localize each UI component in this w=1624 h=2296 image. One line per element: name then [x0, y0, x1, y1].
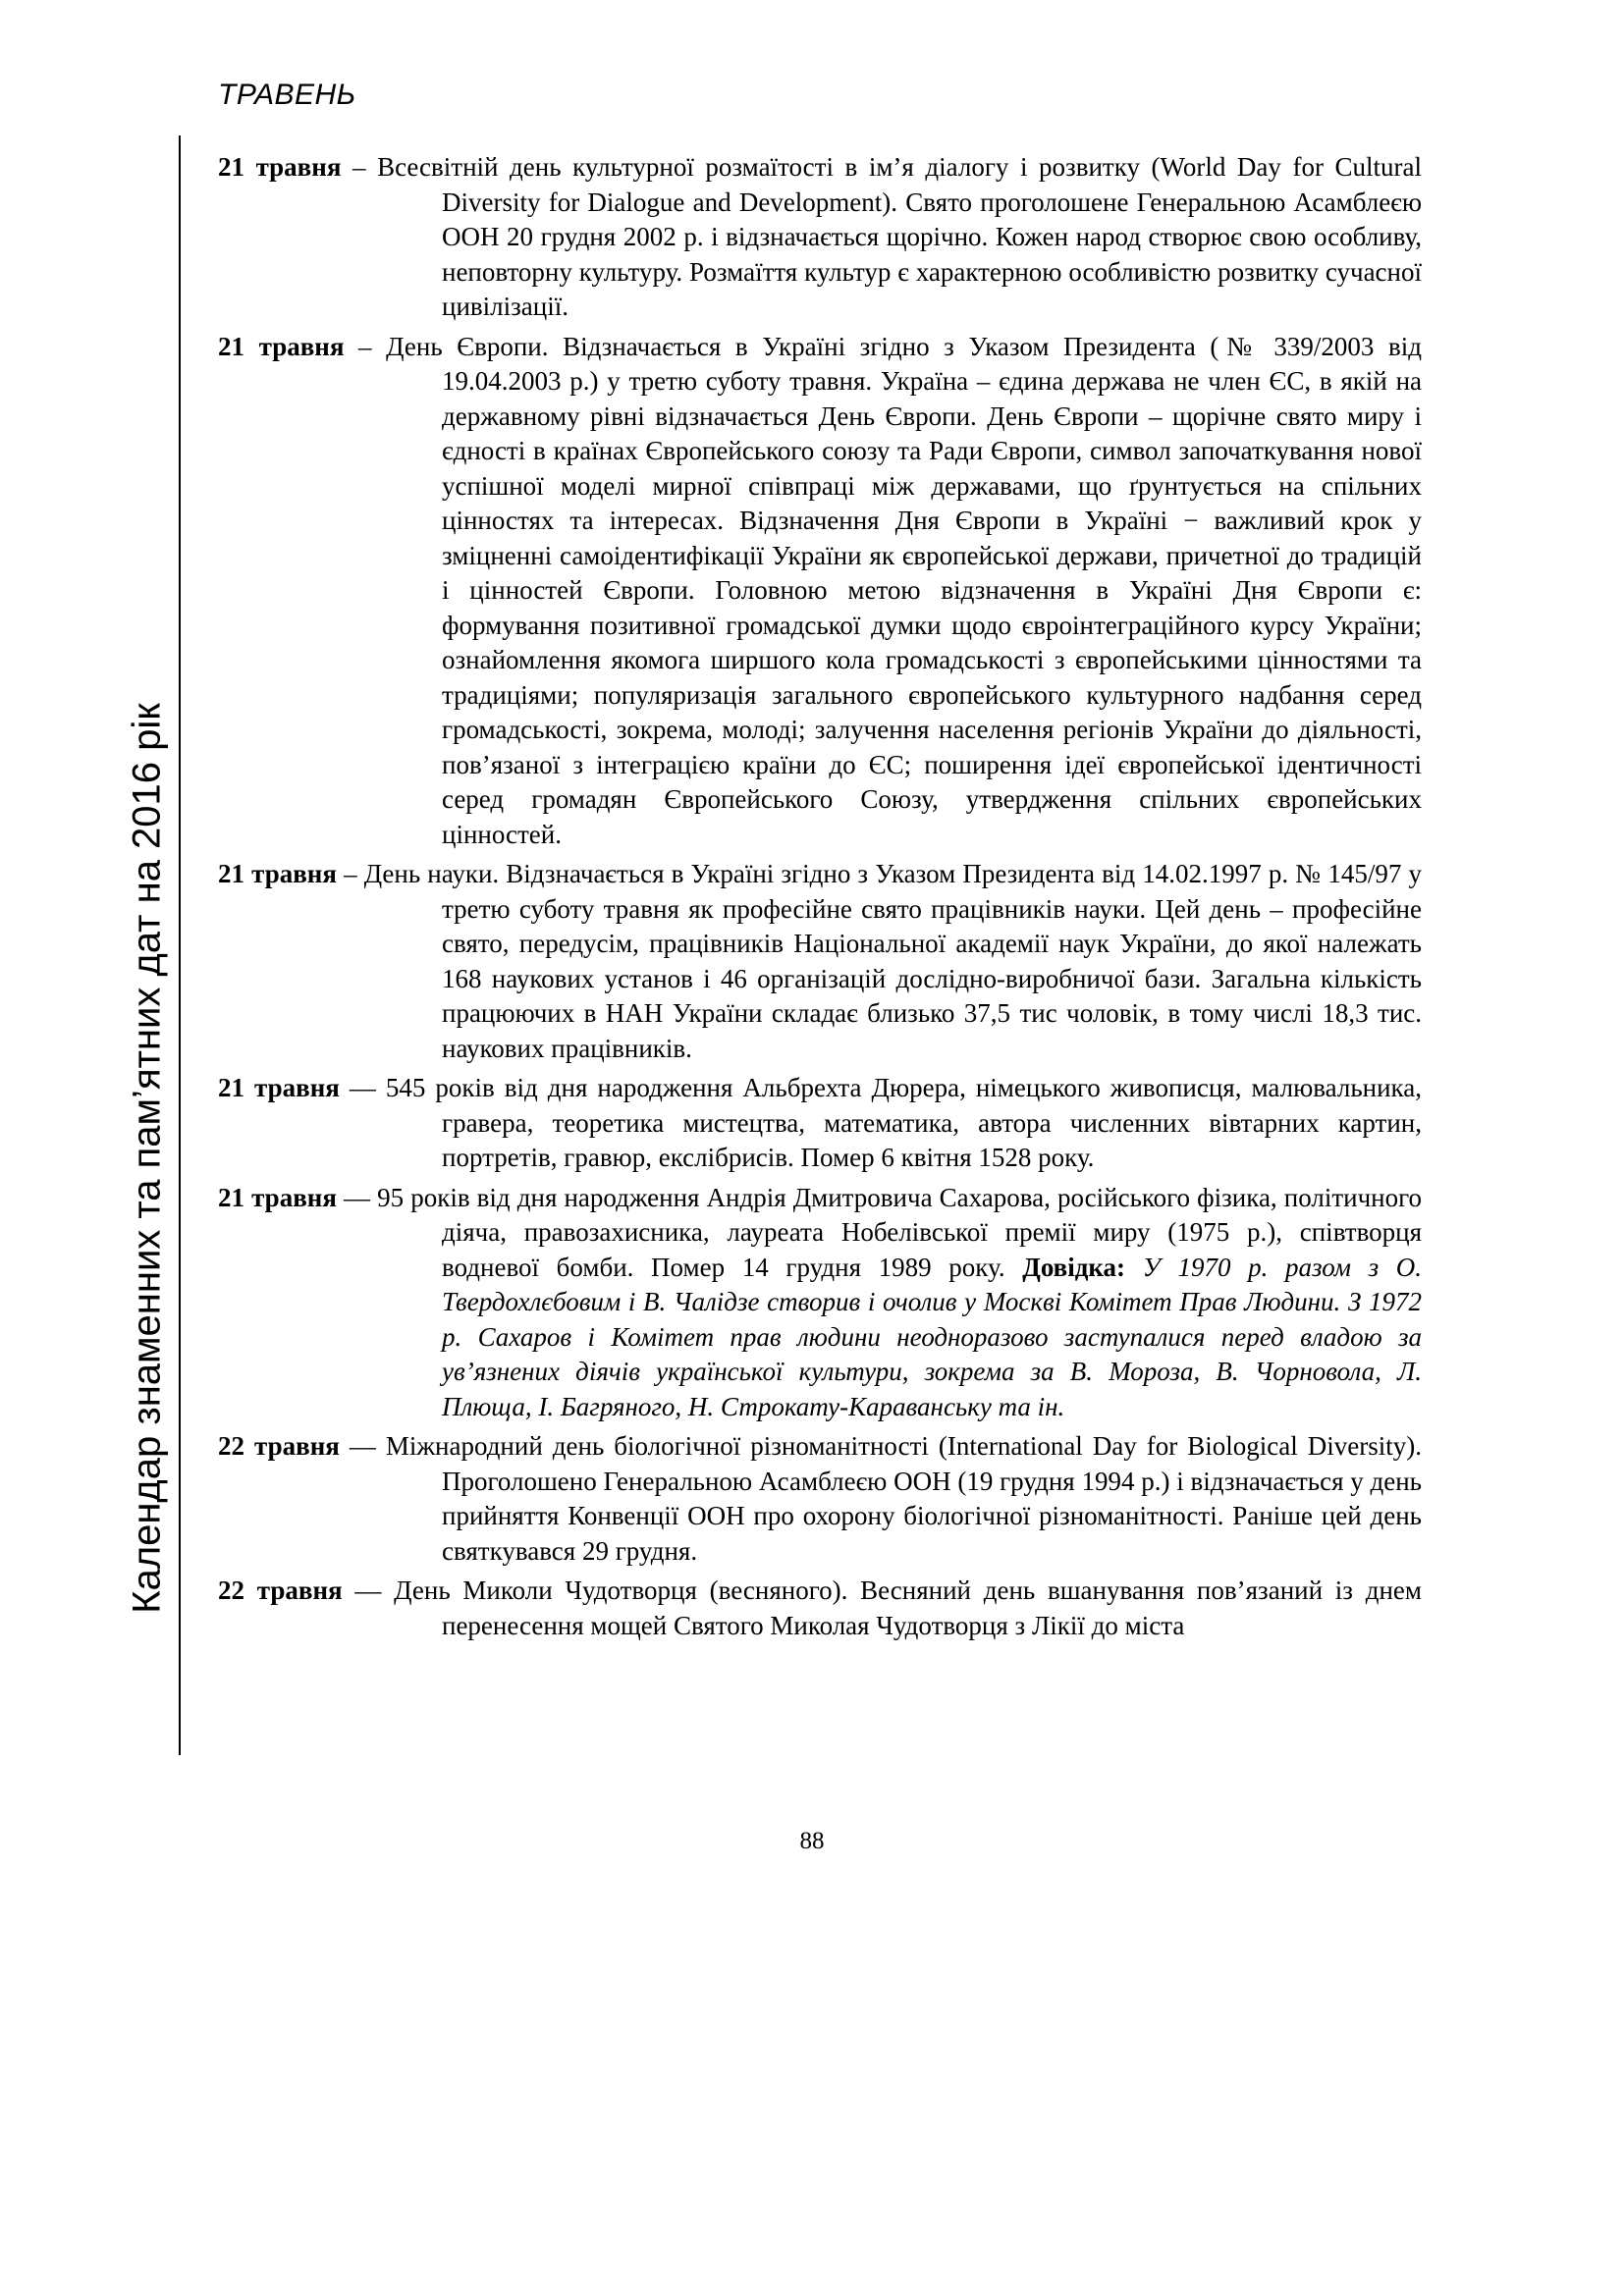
entry-date: 21 травня: [218, 859, 337, 888]
reference-note: У 1970 р. разом з О. Твердохлєбовим і В. Чалідзе створив і очолив у Москві Комітет Прав Людини. З 1972 р. Сахаров і Комітет прав людини неодноразово заступалися перед владою за ув’язнених діячів української культури, зокрема за В. Мороза, В. Чорновола, Л. Плюща, І. Багряного, Н. Строкату-Караванську та ін.: [442, 1252, 1423, 1421]
entry-dash: –: [336, 859, 364, 888]
entry-date: 21 травня: [218, 1182, 337, 1212]
calendar-entry: [218, 150, 1422, 325]
entry-text: 95 років від дня народження Андрія Дмитровича Сахарова, російського фізика, політичного діяча, правозахисника, лауреата Нобелівської премії миру (1975 р.), співтворця водневої бомби. Помер 14 грудня 1989 року.: [377, 1182, 1423, 1282]
entry-text: Міжнародний день біологічної різноманітності (International Day for Biological Diversity). Проголошено Генеральною Асамблеєю ООН (19 грудня 1994 р.) і відзначається у день прийняття Конвенції ООН про охорону біологічної різноманітності. Раніше цей день святкувався 29 грудня.: [385, 1431, 1422, 1566]
calendar-entry: [218, 1574, 1422, 1643]
entry-text: День науки. Відзначається в Україні згідно з Указом Президента від 14.02.1997 р. № 145/97 у третю суботу травня як професійне свято працівників науки. Цей день – професійне свято, передусім, працівників Національної академії наук України, до якої належать 168 наукових установ і 46 організацій дослідно-виробничої бази. Загальна кількість працюючих в НАН України складає близько 37,5 тис чоловік, в тому числі 18,3 тис. наукових працівників.: [363, 859, 1423, 1063]
calendar-entry: [218, 1429, 1422, 1569]
calendar-entry: [218, 330, 1422, 853]
entry-text: День Миколи Чудотворця (весняного). Весняний день вшанування пов’язаний із днем перенесення мощей Святого Миколая Чудотворця з Лікії до міста: [394, 1575, 1422, 1640]
entry-date: 21 травня: [218, 1073, 340, 1102]
entry-dash: —: [339, 1431, 386, 1461]
section-title: ТРАВЕНЬ: [218, 79, 356, 111]
calendar-entry: [218, 857, 1422, 1066]
entry-dash: —: [342, 1575, 395, 1605]
entry-text: Всесвітній день культурної розмаїтості в ім’я діалогу і розвитку (World Day for Cultural Diversity for Dialogue and Development). Свято проголошене Генеральною Асамблеєю ООН 20 грудня 2002 р. і відзначається щорічно. Кожен народ створює свою особливу, неповторну культуру. Розмаїття культур є характерною особливістю розвитку сучасної цивілізації.: [377, 152, 1422, 321]
reference-label: Довідка:: [1022, 1252, 1126, 1282]
calendar-title-vertical: Календар знаменних та пам’ятних дат на 2016 рік: [125, 703, 169, 1614]
entry-text: 545 років від дня народження Альбрехта Дюрера, німецького живописця, малювальника, гравера, теоретика мистецтва, математика, автора численних вівтарних картин, портретів, гравюр, екслібрисів. Помер 6 квітня 1528 року.: [385, 1073, 1422, 1172]
calendar-entry: [218, 1071, 1422, 1176]
entry-dash: —: [336, 1182, 378, 1212]
entry-date: 22 травня: [218, 1575, 343, 1605]
vertical-divider: [179, 135, 181, 1755]
entry-dash: –: [344, 331, 387, 361]
entry-date: 21 травня: [218, 152, 342, 182]
entry-text: День Європи. Відзначається в Україні згідно з Указом Президента (№ 339/2003 від 19.04.2003 р.) у третю суботу травня. Україна – єдина держава не член ЄС, в якій на державному рівні відзначається День Європи. День Європи – щорічне свято миру і єдності в країнах Європейського союзу та Ради Європи, символ започаткування нової успішної моделі мирної співпраці між державами, що ґрунтується на спільних цінностях та інтересах. Відзначення Дня Європи в Україні − важливий крок у зміцненні самоідентифікації України як європейської держави, причетної до традицій і цінностей Європи. Головною метою відзначення в Україні Дня Європи є: формування позитивної громадської думки щодо євроінтеграційного курсу України; ознайомлення якомога ширшого кола громадськості з європейськими цінностями та традиціями; популяризація загального європейського культурного надбання серед громадськості, зокрема, молоді; залучення населення регіонів України до діяльності, пов’язаної з інтеграцією країни до ЄС; поширення ідеї європейської ідентичності серед громадян Європейського Союзу, утвердження спільних європейських цінностей.: [386, 331, 1422, 849]
calendar-entries: [218, 150, 1422, 1648]
entry-dash: –: [341, 152, 378, 182]
entry-date: 21 травня: [218, 331, 345, 361]
calendar-entry: [218, 1181, 1422, 1425]
entry-dash: —: [339, 1073, 386, 1102]
entry-date: 22 травня: [218, 1431, 340, 1461]
page-number: 88: [799, 1828, 825, 1854]
